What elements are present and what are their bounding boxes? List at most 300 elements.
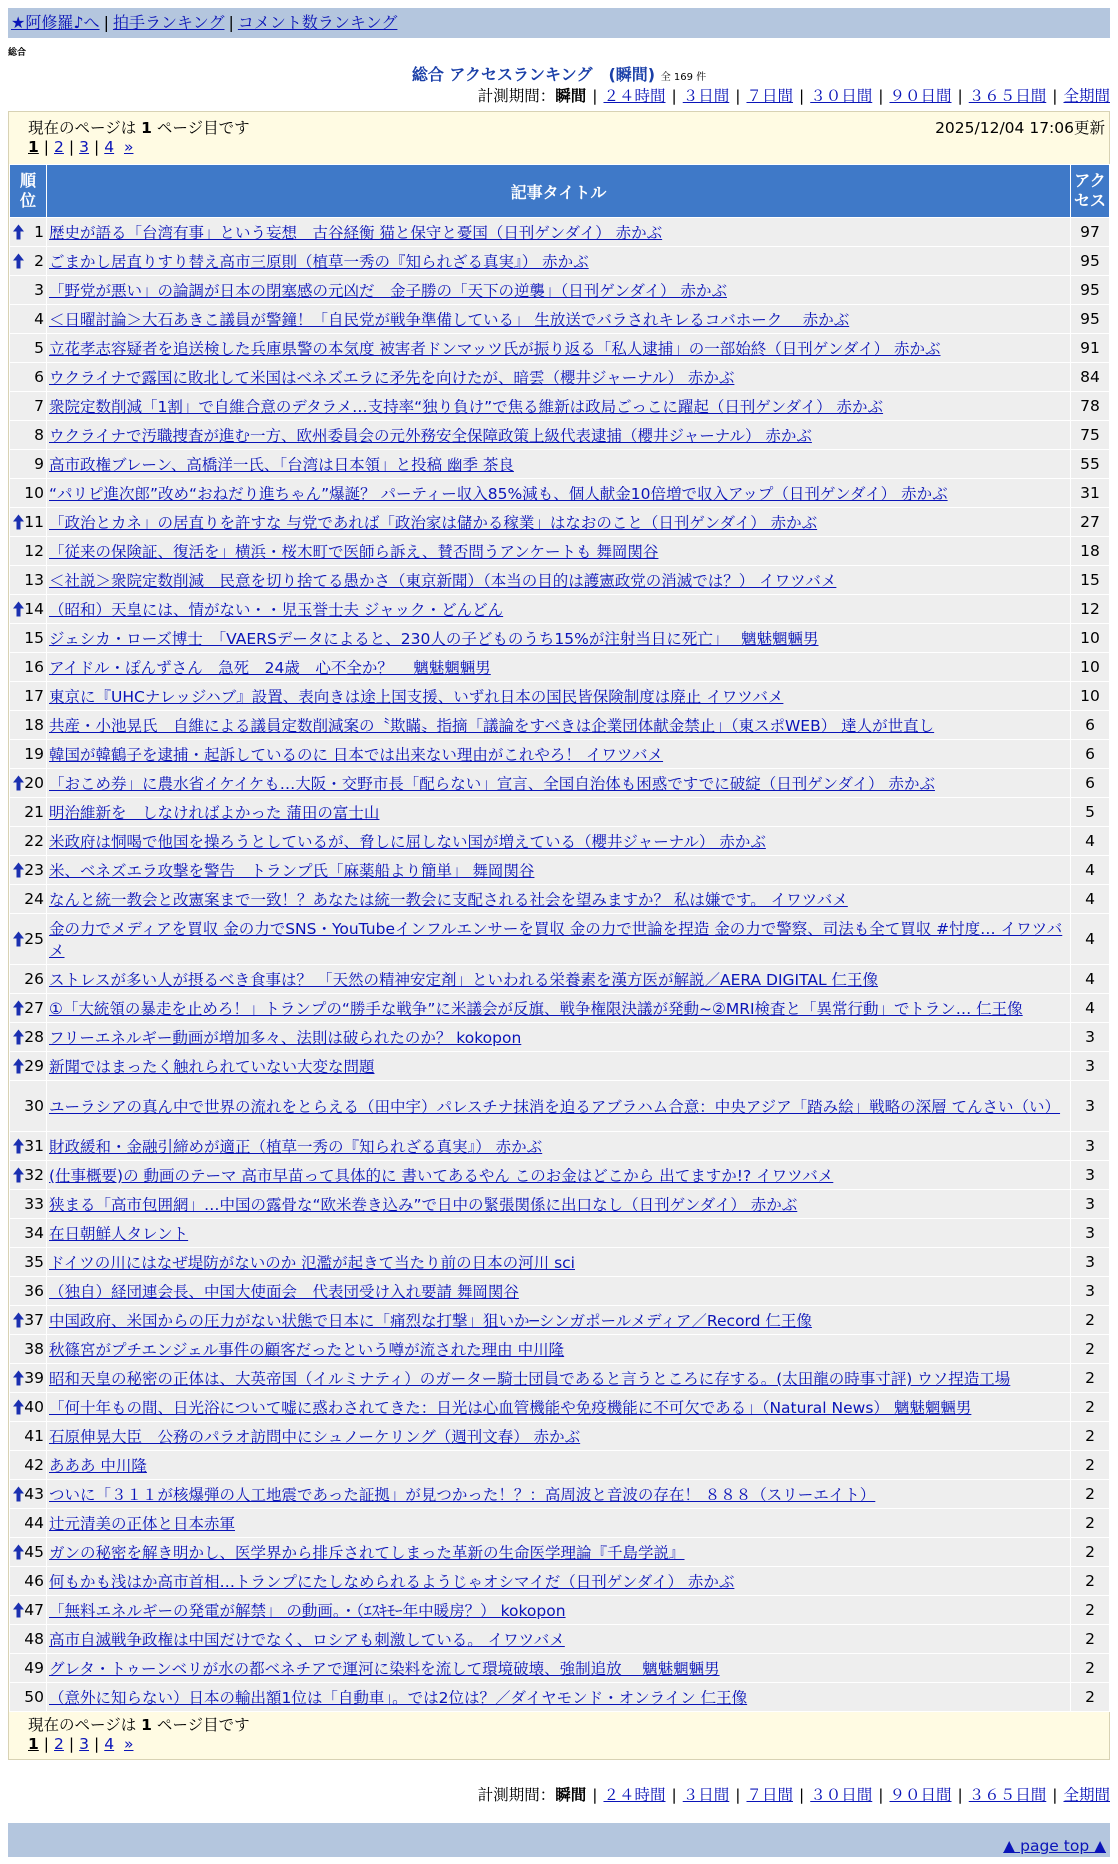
- ranking-panel: [8, 111, 1110, 1760]
- rank-cell: [10, 1509, 47, 1538]
- table-row: [10, 653, 1110, 682]
- rank-cell: [10, 247, 47, 276]
- period-link-2[interactable]: ３日間: [682, 87, 730, 105]
- table-row: [10, 363, 1110, 392]
- rank-number: 33: [24, 1195, 44, 1213]
- rank-cell: [10, 740, 47, 769]
- access-count: 6: [1071, 740, 1110, 769]
- ranking-table: [9, 164, 1110, 1712]
- article-link[interactable]: 歴史が語る「台湾有事」という妄想 古谷経衡 猫と保守と憂国（日刊ゲンダイ） 赤かぶ: [49, 224, 663, 242]
- access-count: 3: [1071, 1190, 1110, 1219]
- title-cell: [47, 479, 1071, 508]
- article-link[interactable]: 何もかも浅はか高市首相…トランプにたしなめられるようじゃオシマイだ（日刊ゲンダイ） 赤かぶ: [49, 1573, 735, 1591]
- pager-page-4[interactable]: 4: [104, 1735, 115, 1753]
- pager-separator: |: [68, 138, 75, 156]
- article-link[interactable]: 「何十年もの間、日光浴について嘘に惑わされてきた：日光は心血管機能や免疫機能に不可欠である」（Natural News） 魑魅魍魎男: [49, 1399, 972, 1417]
- article-link[interactable]: 「野党が悪い」の論調が日本の閉塞感の元凶だ 金子勝の「天下の逆襲」（日刊ゲンダイ） 赤かぶ: [49, 282, 727, 300]
- table-row: [10, 624, 1110, 653]
- table-row: [10, 1306, 1110, 1335]
- rank-column-header: 順位: [10, 165, 47, 218]
- rank-number: 31: [24, 1137, 44, 1155]
- rank-cell: [10, 276, 47, 305]
- access-count: 18: [1071, 537, 1110, 566]
- rank-cell: [10, 450, 47, 479]
- access-count: 2: [1071, 1451, 1110, 1480]
- article-link[interactable]: ジェシカ・ローズ博士 「VAERSデータによると、230人の子どものうち15%が注射当日に死亡」 魑魅魍魎男: [49, 630, 819, 648]
- article-link[interactable]: 昭和天皇の秘密の正体は、大英帝国（イルミナティ）のガーター騎士団員であると言うところに存する。(太田龍の時事寸評) ウソ捏造工場: [49, 1370, 1011, 1388]
- period-separator: |: [592, 87, 598, 105]
- article-link[interactable]: 財政緩和・金融引締めが適正（植草一秀の『知られざる真実』） 赤かぶ: [49, 1138, 543, 1156]
- rank-cell: [10, 1161, 47, 1190]
- title-cell: [47, 305, 1071, 334]
- rank-cell: [10, 1219, 47, 1248]
- rank-up-arrow-icon: [12, 1370, 25, 1387]
- rank-number: 12: [24, 542, 44, 560]
- article-link[interactable]: ユーラシアの真ん中で世界の流れをとらえる（田中宇）パレスチナ抹消を迫るアブラハム合意：中央アジア「踏み絵」戦略の深層 てんさい（い）: [49, 1098, 1061, 1116]
- article-link[interactable]: （独自）経団連会長、中国大使面会 代表団受け入れ要請 舞岡関谷: [49, 1283, 519, 1301]
- table-row: [10, 1480, 1110, 1509]
- rank-number: 24: [24, 890, 44, 908]
- period-separator: |: [799, 87, 805, 105]
- rank-number: 40: [24, 1398, 44, 1416]
- period-current: 瞬間: [555, 87, 587, 105]
- period-link-4[interactable]: ３０日間: [810, 87, 873, 105]
- rank-number: 11: [24, 513, 44, 531]
- article-link[interactable]: 秋篠宮がプチエンジェル事件の顧客だったという噂が流された理由 中川隆: [49, 1341, 565, 1359]
- title-cell: [47, 1683, 1071, 1712]
- title-cell: [47, 537, 1071, 566]
- access-count: 3: [1071, 1052, 1110, 1081]
- rank-up-arrow-icon: [12, 253, 25, 270]
- bottom-bar: [8, 1823, 1110, 1857]
- article-link[interactable]: なんと統一教会と改憲案まで一致！？あなたは統一教会に支配される社会を望みますか？ 私は嫌です。 イワツバメ: [49, 891, 848, 909]
- rank-number: 39: [24, 1369, 44, 1387]
- table-row: [10, 1567, 1110, 1596]
- rank-number: 18: [24, 716, 44, 734]
- table-row: [10, 247, 1110, 276]
- period-separator: |: [957, 1786, 963, 1804]
- rank-number: 37: [24, 1311, 44, 1329]
- rank-cell: [10, 1451, 47, 1480]
- title-cell: [47, 1277, 1071, 1306]
- access-count: 2: [1071, 1567, 1110, 1596]
- table-row: [10, 537, 1110, 566]
- access-count: 2: [1071, 1335, 1110, 1364]
- top-nav-bar: [8, 8, 1110, 38]
- page-info-bottom: [28, 1713, 250, 1735]
- title-cell: [47, 624, 1071, 653]
- title-cell: [47, 450, 1071, 479]
- pager-page-2[interactable]: 2: [54, 138, 64, 156]
- period-label: 計測期間：: [477, 1786, 556, 1804]
- table-row: [10, 711, 1110, 740]
- article-link[interactable]: ドイツの川にはなぜ堤防がないのか 氾濫が起きて当たり前の日本の河川 sci: [49, 1254, 575, 1272]
- rank-cell: [10, 1625, 47, 1654]
- pager-page-3[interactable]: 3: [79, 138, 90, 156]
- article-link[interactable]: アイドル・ぽんずさん 急死 24歳 心不全か？ 魑魅魍魎男: [49, 659, 491, 677]
- access-count: 4: [1071, 856, 1110, 885]
- table-row: [10, 1538, 1110, 1567]
- rank-cell: [10, 566, 47, 595]
- title-cell: [47, 1625, 1071, 1654]
- table-header-row: [10, 165, 1110, 218]
- access-count: 97: [1071, 218, 1110, 247]
- access-count: 95: [1071, 305, 1110, 334]
- title-cell: [47, 856, 1071, 885]
- access-count: 5: [1071, 798, 1110, 827]
- rank-number: 15: [24, 629, 44, 647]
- rank-cell: [10, 1335, 47, 1364]
- table-row: [10, 1081, 1110, 1132]
- rank-number: 45: [24, 1543, 44, 1561]
- article-link[interactable]: フリーエネルギー動画が増加多々、法則は破られたのか？ kokopon: [49, 1029, 522, 1047]
- article-link[interactable]: ＜社説＞衆院定数削減 民意を切り捨てる愚かさ（東京新聞）（本当の目的は護憲政党の消滅では？） イワツバメ: [49, 572, 837, 590]
- title-cell: [47, 711, 1071, 740]
- period-separator: |: [671, 1786, 677, 1804]
- access-count: 95: [1071, 247, 1110, 276]
- article-link[interactable]: 米政府は恫喝で他国を操ろうとしているが、脅しに屈しない国が増えている（櫻井ジャーナル） 赤かぶ: [49, 833, 766, 851]
- rank-number: 2: [34, 252, 44, 270]
- rank-cell: [10, 508, 47, 537]
- period-link-5[interactable]: ９０日間: [889, 1786, 952, 1804]
- article-link[interactable]: 高市政権ブレーン、高橋洋一氏、「台湾は日本領」と投稿 幽季 茶良: [49, 456, 514, 474]
- article-link[interactable]: 衆院定数削減「1割」で自維合意のデタラメ…支持率“独り負け”で焦る維新は政局ごっこに躍起（日刊ゲンダイ） 赤かぶ: [49, 398, 884, 416]
- rank-number: 1: [34, 223, 44, 241]
- rank-number: 43: [24, 1485, 44, 1503]
- rank-cell: [10, 537, 47, 566]
- period-separator: |: [878, 1786, 884, 1804]
- table-row: [10, 508, 1110, 537]
- period-selector-bottom: [478, 1783, 1110, 1807]
- article-link[interactable]: ＜日曜討論＞大石あきこ議員が警鐘！「自民党が戦争準備している」 生放送でバラされキレるコバホーク 赤かぶ: [49, 311, 850, 329]
- period-separator: |: [592, 1786, 598, 1804]
- article-link[interactable]: 金の力でメディアを買収 金の力でSNS・YouTubeインフルエンサーを買収 金の力で世論を捏造 金の力で警察、司法も全て買収 #忖度… イワツバメ: [49, 920, 1063, 960]
- table-row: [10, 856, 1110, 885]
- title-cell: [47, 1393, 1071, 1422]
- period-link-1[interactable]: ２４時間: [603, 1786, 666, 1804]
- rank-cell: [10, 1364, 47, 1393]
- title-cell: [47, 595, 1071, 624]
- access-count: 3: [1071, 1132, 1110, 1161]
- access-count: 2: [1071, 1393, 1110, 1422]
- table-row: [10, 1248, 1110, 1277]
- clap-ranking-link[interactable]: 拍手ランキング: [112, 13, 225, 32]
- period-selector-top: [478, 84, 1110, 108]
- title-cell: [47, 1306, 1071, 1335]
- title-cell: [47, 1132, 1071, 1161]
- article-link[interactable]: 共産・小池晃氏 自維による議員定数削減案の〝欺瞞〟指摘「議論をすべきは企業団体献金禁止」（東スポWEB） 達人が世直し: [49, 717, 935, 735]
- access-count: 4: [1071, 965, 1110, 994]
- table-row: [10, 1277, 1110, 1306]
- rank-number: 46: [24, 1572, 44, 1590]
- title-cell: [47, 392, 1071, 421]
- pager-separator: |: [43, 138, 50, 156]
- rank-up-arrow-icon: [12, 1602, 25, 1619]
- title-cell: [47, 1248, 1071, 1277]
- rank-number: 50: [24, 1688, 44, 1706]
- title-cell: [47, 566, 1071, 595]
- table-row: [10, 1654, 1110, 1683]
- period-link-7[interactable]: 全期間: [1063, 1786, 1110, 1804]
- table-row: [10, 914, 1110, 965]
- rank-number: 22: [24, 832, 44, 850]
- rank-number: 35: [24, 1253, 44, 1271]
- access-count: 4: [1071, 885, 1110, 914]
- period-label: 計測期間：: [477, 87, 556, 105]
- table-row: [10, 1335, 1110, 1364]
- rank-cell: [10, 624, 47, 653]
- rank-number: 16: [24, 658, 44, 676]
- article-link[interactable]: 東京に『UHCナレッジハブ』設置、表向きは途上国支援、いずれ日本の国民皆保険制度は廃止 イワツバメ: [49, 688, 784, 706]
- page-info-number: 1: [141, 1716, 152, 1734]
- title-cell: [47, 1480, 1071, 1509]
- title-cell: [47, 276, 1071, 305]
- period-link-4[interactable]: ３０日間: [810, 1786, 873, 1804]
- article-link[interactable]: 明治維新を しなければよかった 蒲田の富士山: [49, 804, 380, 822]
- pager-current-page: 1: [28, 1735, 39, 1753]
- rank-number: 34: [24, 1224, 44, 1242]
- rank-cell: [10, 479, 47, 508]
- rank-number: 13: [24, 571, 44, 589]
- title-cell: [47, 1052, 1071, 1081]
- period-link-3[interactable]: ７日間: [746, 1786, 793, 1804]
- comment-ranking-link[interactable]: コメント数ランキング: [237, 13, 398, 32]
- rank-number: 5: [34, 339, 44, 357]
- title-cell: [47, 1161, 1071, 1190]
- access-count: 2: [1071, 1422, 1110, 1451]
- period-separator: |: [735, 87, 741, 105]
- table-row: [10, 276, 1110, 305]
- article-link[interactable]: 「従来の保険証、復活を」横浜・桜木町で医師ら訴え、賛否問うアンケートも 舞岡関谷: [49, 543, 659, 561]
- title-cell: [47, 363, 1071, 392]
- article-link[interactable]: 「おこめ券」に農水省イケイケも…大阪・交野市長「配らない」宣言、全国自治体も困惑ですでに破綻（日刊ゲンダイ） 赤かぶ: [49, 775, 935, 793]
- title-cell: [47, 247, 1071, 276]
- table-row: [10, 1509, 1110, 1538]
- article-link[interactable]: ウクライナで露国に敗北して米国はベネズエラに矛先を向けたが、暗雲（櫻井ジャーナル） 赤かぶ: [49, 369, 735, 387]
- period-link-7[interactable]: 全期間: [1063, 87, 1110, 105]
- rank-cell: [10, 1052, 47, 1081]
- table-row: [10, 994, 1110, 1023]
- access-count: 95: [1071, 276, 1110, 305]
- table-row: [10, 1132, 1110, 1161]
- article-link[interactable]: 韓国が韓鶴子を逮捕・起訴しているのに 日本では出来ない理由がこれやろ！ イワツバメ: [49, 746, 664, 764]
- table-row: [10, 392, 1110, 421]
- page-info-prefix: 現在のページは: [28, 119, 137, 137]
- period-separator: |: [957, 87, 963, 105]
- article-link[interactable]: ついに「３１１が核爆弾の人工地震であった証拠」が見つかった！？：高周波と音波の存在！ ８８８（スリーエイト）: [49, 1486, 876, 1504]
- pager-page-4[interactable]: 4: [104, 138, 115, 156]
- article-link[interactable]: 辻元清美の正体と日本赤軍: [49, 1515, 236, 1533]
- title-cell: [47, 218, 1071, 247]
- rank-number: 6: [34, 368, 44, 386]
- rank-cell: [10, 682, 47, 711]
- rank-number: 7: [34, 397, 44, 415]
- access-count: 10: [1071, 682, 1110, 711]
- title-cell: [47, 885, 1071, 914]
- table-row: [10, 682, 1110, 711]
- title-cell: [47, 1451, 1071, 1480]
- access-count: 2: [1071, 1509, 1110, 1538]
- rank-number: 19: [24, 745, 44, 763]
- access-count: 3: [1071, 1248, 1110, 1277]
- article-link[interactable]: 立花孝志容疑者を追送検した兵庫県警の本気度 被害者ドンマッツ氏が振り返る「私人逮捕」の一部始終（日刊ゲンダイ） 赤かぶ: [49, 340, 941, 358]
- period-separator: |: [799, 1786, 805, 1804]
- article-link[interactable]: ①「大統領の暴走を止めろ！」トランプの“勝手な戦争”に米議会が反旗、戦争権限決議が発動~②MRI検査と「異常行動」でトラン… 仁王像: [49, 1000, 1023, 1018]
- access-count: 6: [1071, 711, 1110, 740]
- rank-number: 20: [24, 774, 44, 792]
- article-link[interactable]: ストレスが多い人が摂るべき食事は？ 「天然の精神安定剤」といわれる栄養素を漢方医が解説／AERA DIGITAL 仁王像: [49, 971, 879, 989]
- rank-up-arrow-icon: [12, 1138, 25, 1155]
- rank-cell: [10, 1081, 47, 1132]
- article-link[interactable]: 「政治とカネ」の居直りを許すな 与党であれば「政治家は儲かる稼業」はなおのこと（日刊ゲンダイ） 赤かぶ: [49, 514, 818, 532]
- article-link[interactable]: (仕事概要)の 動画のテーマ 高市早苗って具体的に 書いてあるやん このお金はどこから 出てますか!? イワツバメ: [49, 1167, 834, 1185]
- rank-up-arrow-icon: [12, 1000, 25, 1017]
- rank-number: 10: [24, 484, 44, 502]
- page-info-top: [28, 116, 250, 138]
- article-link[interactable]: （意外に知らない）日本の輸出額1位は「自動車」。では2位は？／ダイヤモンド・オンライン 仁王像: [49, 1689, 748, 1707]
- page-top-link[interactable]: ▲ page top ▲: [1003, 1837, 1106, 1855]
- article-link[interactable]: グレタ・トゥーンベリが水の都ベネチアで運河に染料を流して環境破壊、強制追放 魑魅魍魎男: [49, 1660, 720, 1678]
- table-row: [10, 1683, 1110, 1712]
- rank-number: 27: [24, 999, 44, 1017]
- article-link[interactable]: ごまかし居直りすり替え高市三原則（植草一秀の『知られざる真実』） 赤かぶ: [49, 253, 589, 271]
- article-link[interactable]: 石原伸晃大臣 公務のパラオ訪問中にシュノーケリング（週刊文春） 赤かぶ: [49, 1428, 581, 1446]
- title-cell: [47, 1081, 1071, 1132]
- title-cell: [47, 1422, 1071, 1451]
- pager-next-link[interactable]: »: [123, 1735, 134, 1753]
- article-link[interactable]: 「無料エネルギーの発電が解禁」 の動画。・（ｴｽｷﾓｰ年中暖房？） kokopon: [49, 1602, 566, 1620]
- table-row: [10, 1451, 1110, 1480]
- pager-page-3[interactable]: 3: [79, 1735, 90, 1753]
- rank-number: 30: [24, 1097, 44, 1115]
- period-current: 瞬間: [555, 1786, 587, 1804]
- rank-cell: [10, 334, 47, 363]
- nav-separator: |: [228, 13, 234, 32]
- access-count: 4: [1071, 914, 1110, 965]
- pager-page-2[interactable]: 2: [54, 1735, 64, 1753]
- rank-number: 47: [24, 1601, 44, 1619]
- period-link-6[interactable]: ３６５日間: [968, 1786, 1047, 1804]
- rank-cell: [10, 1023, 47, 1052]
- rank-cell: [10, 994, 47, 1023]
- title-column-header: 記事タイトル: [47, 165, 1071, 218]
- page-info-suffix: ページ目です: [156, 1716, 250, 1734]
- period-link-5[interactable]: ９０日間: [889, 87, 952, 105]
- article-link[interactable]: 新聞ではまったく触れられていない大変な問題: [49, 1058, 375, 1076]
- access-count: 2: [1071, 1538, 1110, 1567]
- rank-number: 28: [24, 1028, 44, 1046]
- rank-number: 4: [34, 310, 44, 328]
- article-link[interactable]: “パリピ進次郎”改め“おねだり進ちゃん”爆誕？ パーティー収入85%減も、個人献金10倍増で収入アップ（日刊ゲンダイ） 赤かぶ: [49, 485, 948, 503]
- access-count: 75: [1071, 421, 1110, 450]
- rank-up-arrow-icon: [12, 1029, 25, 1046]
- access-count: 10: [1071, 624, 1110, 653]
- table-row: [10, 827, 1110, 856]
- rank-number: 17: [24, 687, 44, 705]
- title-cell: [47, 653, 1071, 682]
- title-cell: [47, 798, 1071, 827]
- page-info-suffix: ページ目です: [156, 119, 250, 137]
- rank-number: 36: [24, 1282, 44, 1300]
- rank-number: 41: [24, 1427, 44, 1445]
- period-separator: |: [1052, 87, 1058, 105]
- period-link-6[interactable]: ３６５日間: [968, 87, 1047, 105]
- table-row: [10, 218, 1110, 247]
- article-link[interactable]: 高市自滅戦争政権は中国だけでなく、ロシアも刺激している。 イワツバメ: [49, 1631, 565, 1649]
- rank-cell: [10, 1248, 47, 1277]
- rank-cell: [10, 827, 47, 856]
- access-count: 3: [1071, 1161, 1110, 1190]
- table-row: [10, 450, 1110, 479]
- access-count: 31: [1071, 479, 1110, 508]
- period-separator: |: [735, 1786, 741, 1804]
- article-link[interactable]: 狭まる「高市包囲網」…中国の露骨な“欧米巻き込み”で日中の緊張関係に出口なし（日刊ゲンダイ） 赤かぶ: [49, 1196, 798, 1214]
- home-link[interactable]: ★阿修羅♪へ: [11, 13, 100, 32]
- period-separator: |: [1052, 1786, 1058, 1804]
- rank-cell: [10, 1306, 47, 1335]
- article-link[interactable]: ウクライナで汚職捜査が進む一方、欧州委員会の元外務安全保障政策上級代表逮捕（櫻井ジャーナル） 赤かぶ: [49, 427, 812, 445]
- rank-cell: [10, 856, 47, 885]
- access-column-header: アクセス: [1071, 165, 1110, 218]
- table-row: [10, 769, 1110, 798]
- title-cell: [47, 769, 1071, 798]
- access-count: 3: [1071, 1023, 1110, 1052]
- rank-number: 21: [24, 803, 44, 821]
- title-cell: [47, 1567, 1071, 1596]
- title-cell: [47, 1538, 1071, 1567]
- rank-number: 48: [24, 1630, 44, 1648]
- title-cell: [47, 740, 1071, 769]
- article-link[interactable]: あああ 中川隆: [49, 1457, 147, 1475]
- rank-number: 44: [24, 1514, 44, 1532]
- table-row: [10, 1596, 1110, 1625]
- title-cell: [47, 421, 1071, 450]
- rank-cell: [10, 798, 47, 827]
- article-link[interactable]: ガンの秘密を解き明かし、医学界から排斥されてしまった革新の生命医学理論『千島学説』: [49, 1544, 685, 1562]
- article-link[interactable]: 在日朝鮮人タレント: [49, 1225, 189, 1243]
- table-row: [10, 566, 1110, 595]
- rank-cell: [10, 1596, 47, 1625]
- title-cell: [47, 682, 1071, 711]
- ranking-table-body: [10, 218, 1110, 1712]
- pager-separator: |: [94, 1735, 100, 1753]
- rank-number: 42: [24, 1456, 44, 1474]
- table-row: [10, 1023, 1110, 1052]
- title-cell: [47, 1219, 1071, 1248]
- rank-cell: [10, 1538, 47, 1567]
- rank-cell: [10, 711, 47, 740]
- nav-separator: |: [103, 13, 109, 32]
- article-link[interactable]: 米、ベネズエラ攻撃を警告 トランプ氏「麻薬船より簡単」 舞岡関谷: [49, 862, 535, 880]
- period-link-3[interactable]: ７日間: [746, 87, 793, 105]
- period-link-1[interactable]: ２４時間: [603, 87, 666, 105]
- pager-separator: |: [43, 1735, 50, 1753]
- article-link[interactable]: 中国政府、米国からの圧力がない状態で日本に「痛烈な打撃」狙いか─シンガポールメディア／Record 仁王像: [49, 1312, 812, 1330]
- access-count: 15: [1071, 566, 1110, 595]
- rank-cell: [10, 914, 47, 965]
- access-count: 2: [1071, 1596, 1110, 1625]
- table-row: [10, 305, 1110, 334]
- access-count: 2: [1071, 1683, 1110, 1712]
- access-count: 3: [1071, 1081, 1110, 1132]
- period-link-2[interactable]: ３日間: [682, 1786, 730, 1804]
- rank-cell: [10, 305, 47, 334]
- article-link[interactable]: （昭和）天皇には、情がない・・児玉誉士夫 ジャック・どんどん: [49, 601, 504, 619]
- page-title-row: [0, 62, 1118, 85]
- rank-up-arrow-icon: [12, 1544, 25, 1561]
- pager-next-link[interactable]: »: [123, 138, 134, 156]
- title-cell: [47, 1596, 1071, 1625]
